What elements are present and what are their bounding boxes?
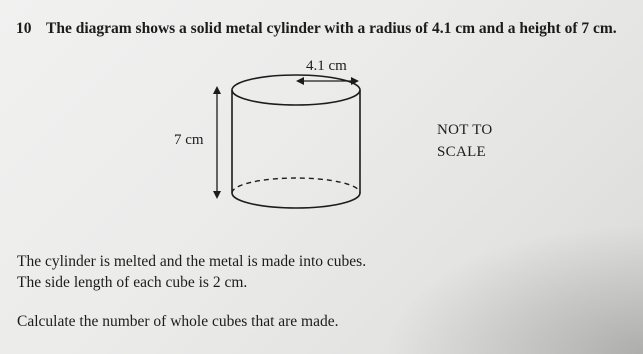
not-to-scale-line2: SCALE (437, 144, 487, 160)
body-text-line2: The side length of each cube is 2 cm. (17, 274, 248, 291)
height-label: 7 cm (174, 132, 204, 148)
radius-label: 4.1 cm (306, 58, 347, 74)
body-text-line1: The cylinder is melted and the metal is made into cubes. (17, 253, 367, 270)
question-text: The diagram shows a solid metal cylinder with a radius of 4.1 cm and a height of 7 cm. (46, 20, 617, 37)
not-to-scale-note (437, 119, 493, 163)
question-number: 10 (16, 20, 32, 37)
not-to-scale-line1: NOT TO (437, 122, 493, 138)
instruction-text: Calculate the number of whole cubes that are made. (17, 313, 339, 330)
cylinder-bottom-hidden-edge (232, 178, 360, 193)
cylinder-top-ellipse (232, 75, 360, 105)
cylinder-bottom-front (232, 193, 360, 208)
